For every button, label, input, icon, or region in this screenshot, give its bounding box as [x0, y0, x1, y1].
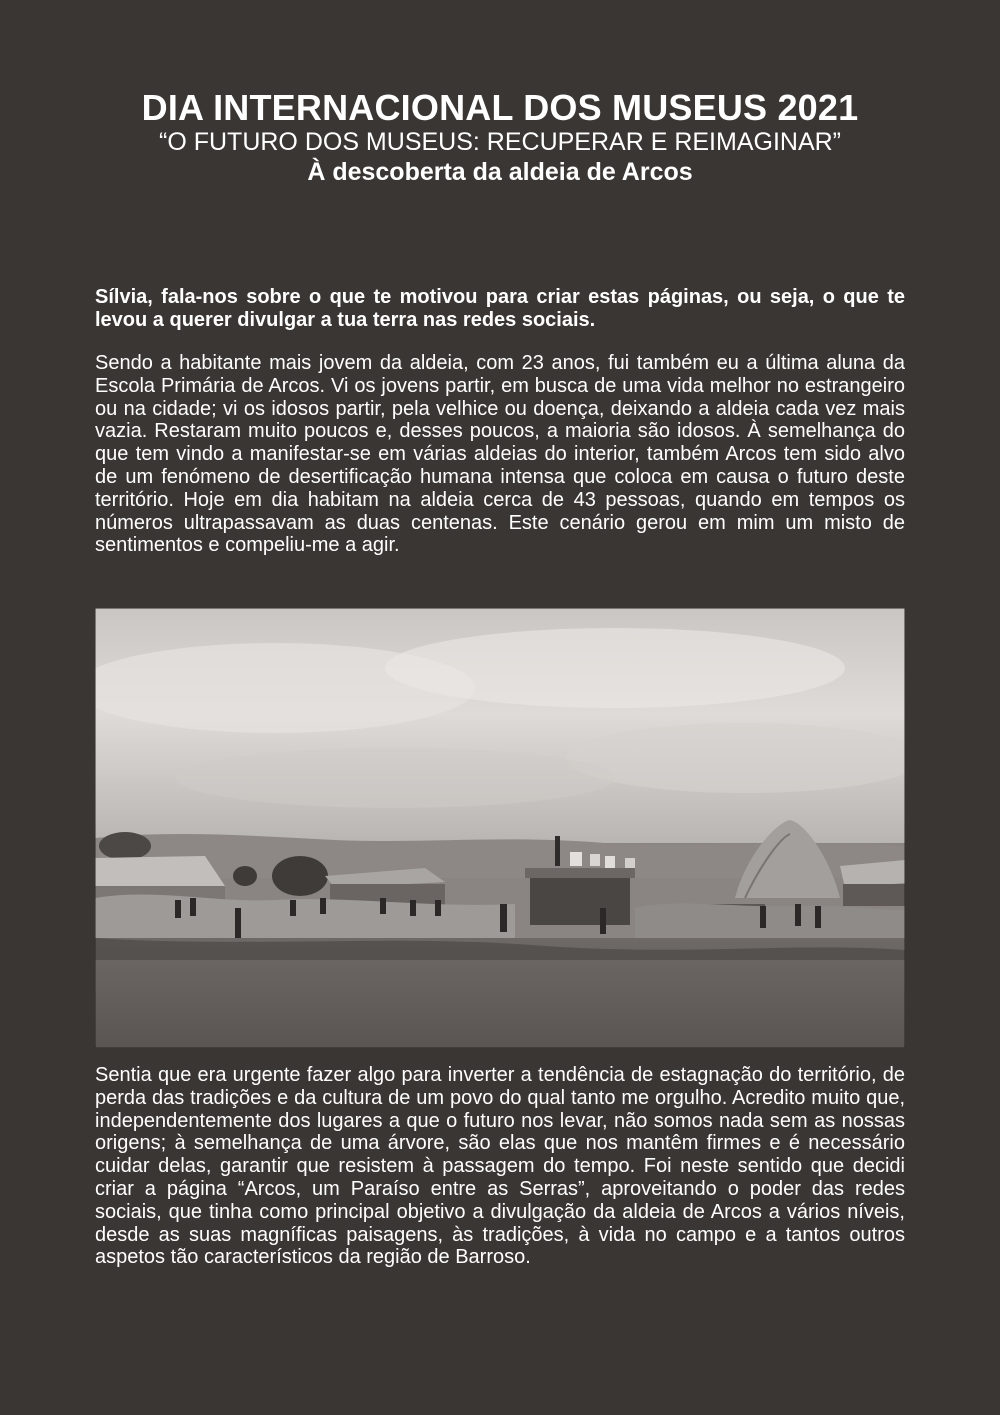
threshing-scene-illustration [95, 608, 905, 1048]
interview-question: Sílvia, fala-nos sobre o que te motivou para criar estas páginas, ou seja, o que te levou a querer divulgar a tua terra nas redes sociais. [95, 286, 905, 331]
page-title: DIA INTERNACIONAL DOS MUSEUS 2021 [141, 87, 859, 128]
threshing-machine [530, 873, 630, 925]
answer-paragraph-2: Sentia que era urgente fazer algo para inverter a tendência de estagnação do território, de perda das tradições e da cultura de um povo do qual tanto me orgulho. Acredito muito que, independentemente dos lugares a que o futuro nos levar, não somos nada sem as nossas origens; à semelhança de uma árvore, são elas que nos mantêm firmes e é necessário cuidar delas, garantir que resistem à passagem do tempo. Foi neste sentido que decidi criar a página “Arcos, um Paraíso entre as Serras”, aproveitando o poder das redes sociais, que tinha como principal objetivo a divulgação da aldeia de Arcos a vários níveis, desde as suas magníficas paisagens, às tradições, à vida no campo e a tantos outros aspetos tão característicos da região de Barroso. [95, 1064, 905, 1269]
page-subtitle: “O FUTURO DOS MUSEUS: RECUPERAR E REIMAGINAR” [159, 128, 841, 156]
historic-photo [95, 608, 905, 1048]
answer-paragraph-1: Sendo a habitante mais jovem da aldeia, com 23 anos, fui também eu a última aluna da Escola Primária de Arcos. Vi os jovens partir, em busca de uma vida melhor no estrangeiro ou na cidade; vi os idosos partir, pela velhice ou doença, deixando a aldeia cada vez mais vazia. Restaram muito poucos e, desses poucos, a maioria são idosos. À semelhança do que tem vindo a manifestar-se em várias aldeias do interior, também Arcos tem sido alvo de um fenómeno de desertificação humana intensa que coloca em causa o futuro deste território. Hoje em dia habitam na aldeia cerca de 43 pessoas, quando em tempos os números ultrapassavam as duas centenas. Este cenário gerou em mim um misto de sentimentos e compeliu-me a agir. [95, 352, 905, 557]
page-tagline: À descoberta da aldeia de Arcos [307, 158, 693, 186]
header [0, 88, 1000, 188]
house-roof [95, 856, 225, 890]
